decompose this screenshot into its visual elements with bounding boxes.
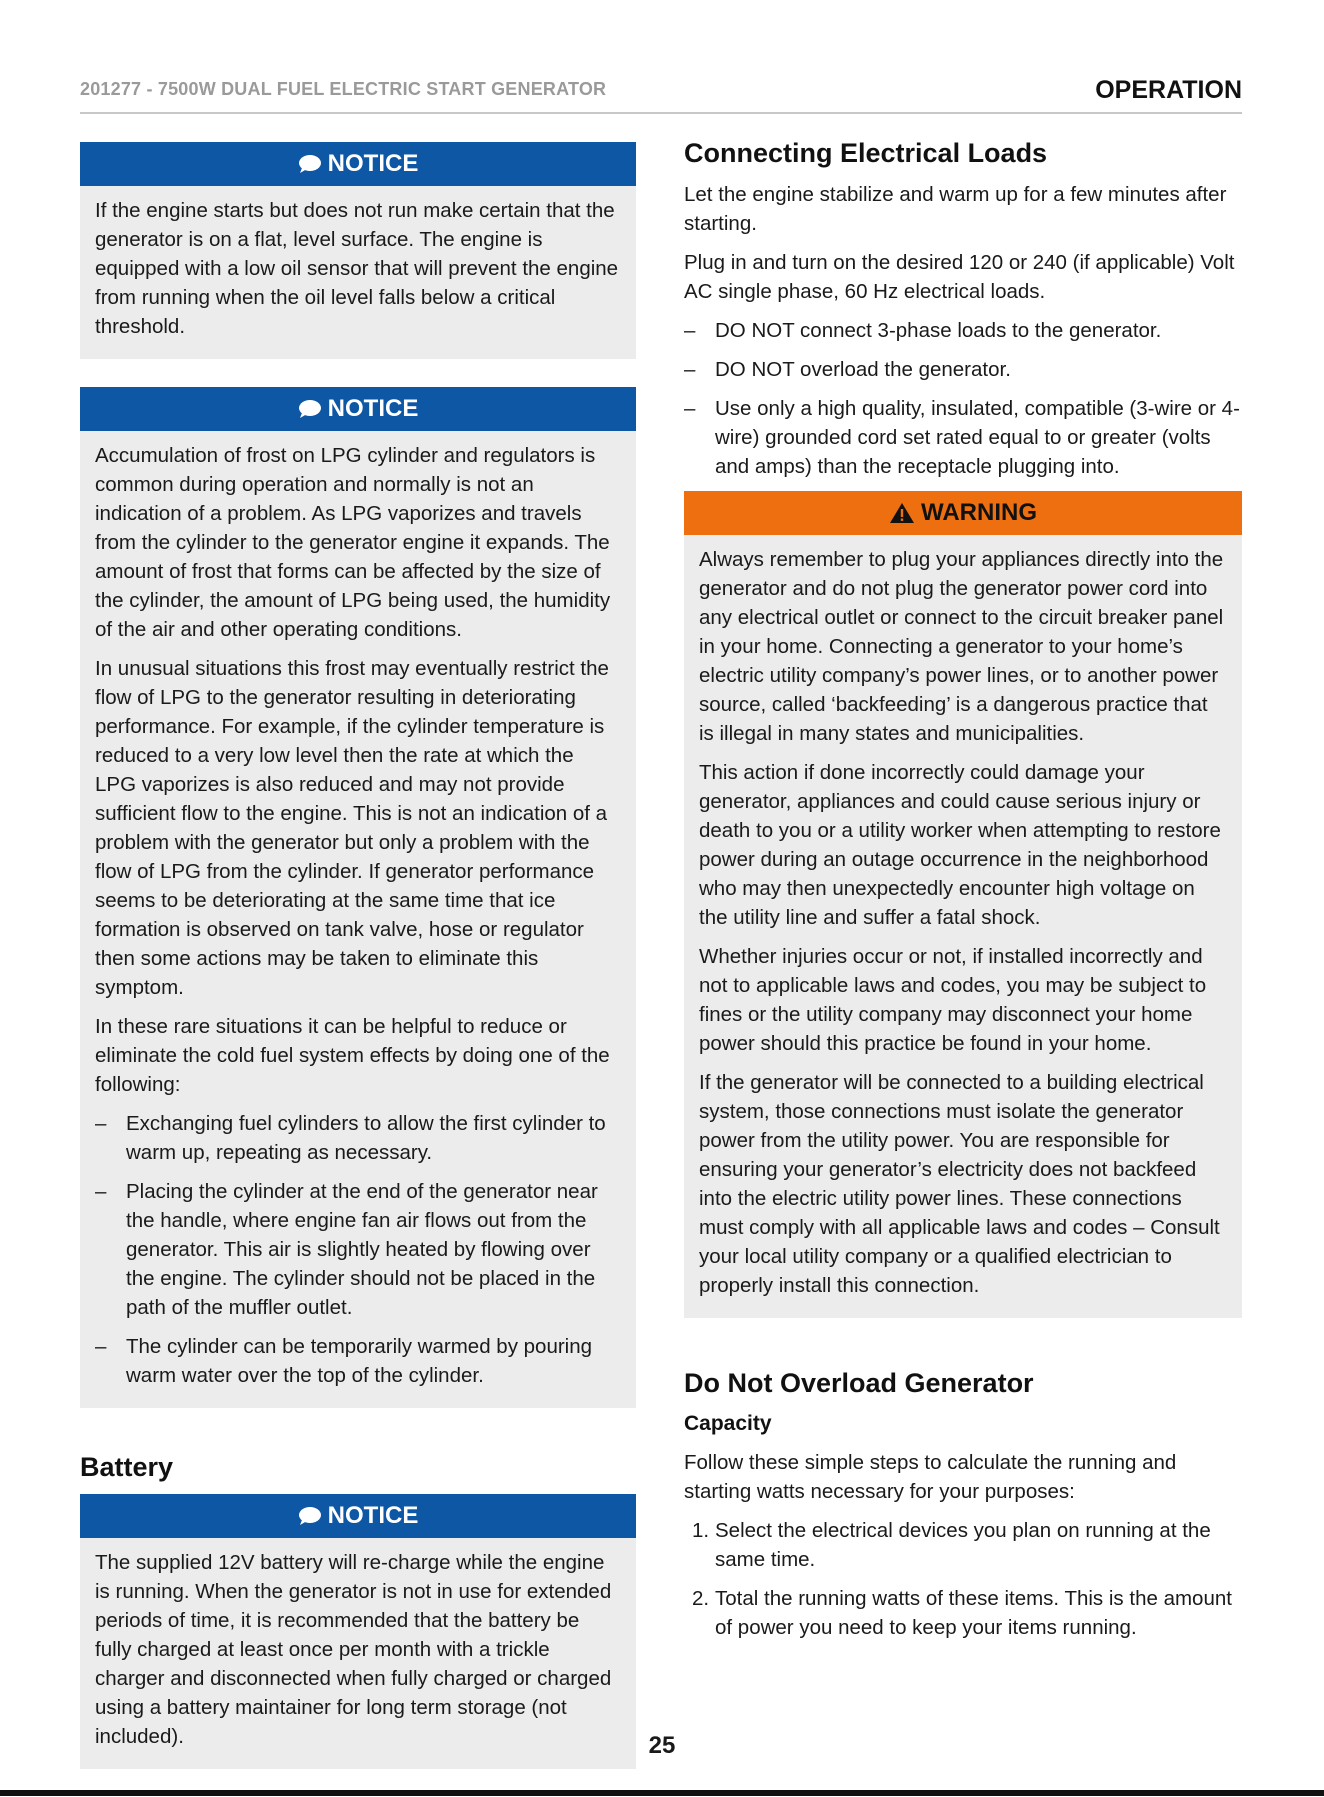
notice-label: NOTICE	[327, 395, 419, 422]
notice-box-oil	[80, 142, 636, 359]
warning-bar	[684, 491, 1242, 535]
notice-box-battery	[80, 1494, 636, 1769]
warning-body	[684, 535, 1242, 1318]
dash-list	[95, 1109, 620, 1390]
list-item: – DO NOT overload the generator.	[684, 355, 1242, 384]
notice-text: If the engine starts but does not run make certain that the generator is on a flat, level surface. The engine is equipped with a low oil sensor that will prevent the engine from running when the oil level falls below a critical threshold.	[95, 199, 619, 338]
paragraph: If the generator will be connected to a building electrical system, those connections must isolate the generator power from the utility power. You are responsible for ensuring your generator’s electricity does not backfeed into the electric utility power lines. These connections must comply with all applicable laws and codes – Consult your local utility company or a qualified electrician to properly install this connection.	[699, 1071, 1220, 1297]
page-number: 25	[648, 1732, 676, 1759]
speech-bubble-icon	[298, 1506, 322, 1526]
notice-label: NOTICE	[327, 1502, 419, 1529]
notice-body	[80, 431, 636, 1408]
step-number: 2.	[692, 1587, 710, 1610]
list-item: – DO NOT connect 3-phase loads to the generator.	[684, 316, 1242, 345]
paragraph: Follow these simple steps to calculate the running and starting watts necessary for your purposes:	[684, 1451, 1177, 1503]
notice-bar	[80, 1494, 636, 1538]
list-item	[684, 1516, 1242, 1574]
warning-box	[684, 491, 1242, 1318]
list-item: – Exchanging fuel cylinders to allow the first cylinder to warm up, repeating as necessary.	[95, 1109, 620, 1167]
loads-heading: Connecting Electrical Loads	[684, 138, 1048, 168]
speech-bubble-icon	[298, 154, 322, 174]
paragraph: In these rare situations it can be helpful to reduce or eliminate the cold fuel system effects by doing one of the following:	[95, 1015, 610, 1096]
notice-text: The supplied 12V battery will re-charge while the engine is running. When the generator is not in use for extended periods of time, it is recommended that the battery be fully charged at least once per month with a trickle charger and disconnected when fully charged or charged using a battery maintainer for long term storage (not included).	[95, 1551, 612, 1748]
notice-box-frost	[80, 387, 636, 1408]
right-column	[684, 136, 1242, 1652]
paragraph: Let the engine stabilize and warm up for a few minutes after starting.	[684, 183, 1227, 235]
list-item: – Use only a high quality, insulated, compatible (3-wire or 4-wire) grounded cord set rated equal to or greater (volts and amps) than the receptacle plugging into.	[684, 394, 1242, 481]
paragraph: Accumulation of frost on LPG cylinder and regulators is common during operation and normally is not an indication of a problem. As LPG vaporizes and travels from the cylinder to the generator engine it expands. The amount of frost that forms can be affected by the size of the cylinder, the amount of LPG being used, the humidity of the air and other operating conditions.	[95, 444, 611, 641]
list-item	[684, 1584, 1242, 1642]
step-text: Total the running watts of these items. This is the amount of power you need to keep your items running.	[715, 1587, 1232, 1639]
speech-bubble-icon	[298, 399, 322, 419]
document-title: 201277 - 7500W DUAL FUEL ELECTRIC START GENERATOR	[80, 79, 607, 99]
numbered-list	[684, 1516, 1242, 1642]
step-text: Select the electrical devices you plan on running at the same time.	[715, 1519, 1211, 1571]
notice-bar	[80, 142, 636, 186]
paragraph: Plug in and turn on the desired 120 or 240 (if applicable) Volt AC single phase, 60 Hz electrical loads.	[684, 251, 1235, 303]
left-column	[80, 142, 636, 1797]
notice-bar	[80, 387, 636, 431]
list-item: – Placing the cylinder at the end of the generator near the handle, where engine fan air flows out from the generator. This air is slightly heated by flowing over the engine. The cylinder should not be placed in the path of the muffler outlet.	[95, 1177, 620, 1322]
battery-heading: Battery	[80, 1452, 174, 1482]
paragraph: Always remember to plug your appliances directly into the generator and do not plug the generator power cord into any electrical outlet or connect to the circuit breaker panel in your home. Connecting a generator to your home’s electric utility company’s power lines, or to another power source, called ‘backfeeding’ is a dangerous practice that is illegal in many states and municipalities.	[699, 548, 1224, 745]
dash-list	[684, 316, 1242, 481]
warning-triangle-icon	[889, 502, 915, 524]
section-title: OPERATION	[1095, 76, 1242, 104]
step-number: 1.	[692, 1519, 710, 1542]
bottom-rule	[0, 1790, 1324, 1796]
notice-body	[80, 186, 636, 359]
list-item: – The cylinder can be temporarily warmed by pouring warm water over the top of the cylinder.	[95, 1332, 620, 1390]
page-header	[80, 76, 1242, 114]
capacity-subheading: Capacity	[684, 1412, 772, 1435]
paragraph: In unusual situations this frost may eventually restrict the flow of LPG to the generator resulting in deteriorating performance. For example, if the cylinder temperature is reduced to a very low level then the rate at which the LPG vaporizes is also reduced and may not provide sufficient flow to the engine. This is not an indication of a problem with the generator but only a problem with the flow of LPG from the cylinder. If generator performance seems to be deteriorating at the same time that ice formation is observed on tank valve, hose or regulator then some actions may be taken to eliminate this symptom.	[95, 657, 609, 999]
paragraph: This action if done incorrectly could damage your generator, appliances and could cause serious injury or death to you or a utility worker when attempting to restore power during an outage occurrence in the neighborhood who may then unexpectedly encounter high voltage on the utility line and suffer a fatal shock.	[699, 761, 1221, 929]
warning-label: WARNING	[921, 499, 1037, 526]
paragraph: Whether injuries occur or not, if installed incorrectly and not to applicable laws and codes, you may be subject to fines or the utility company may disconnect your home power should this practice be found in your home.	[699, 945, 1207, 1055]
overload-heading: Do Not Overload Generator	[684, 1368, 1034, 1398]
notice-label: NOTICE	[327, 150, 419, 177]
